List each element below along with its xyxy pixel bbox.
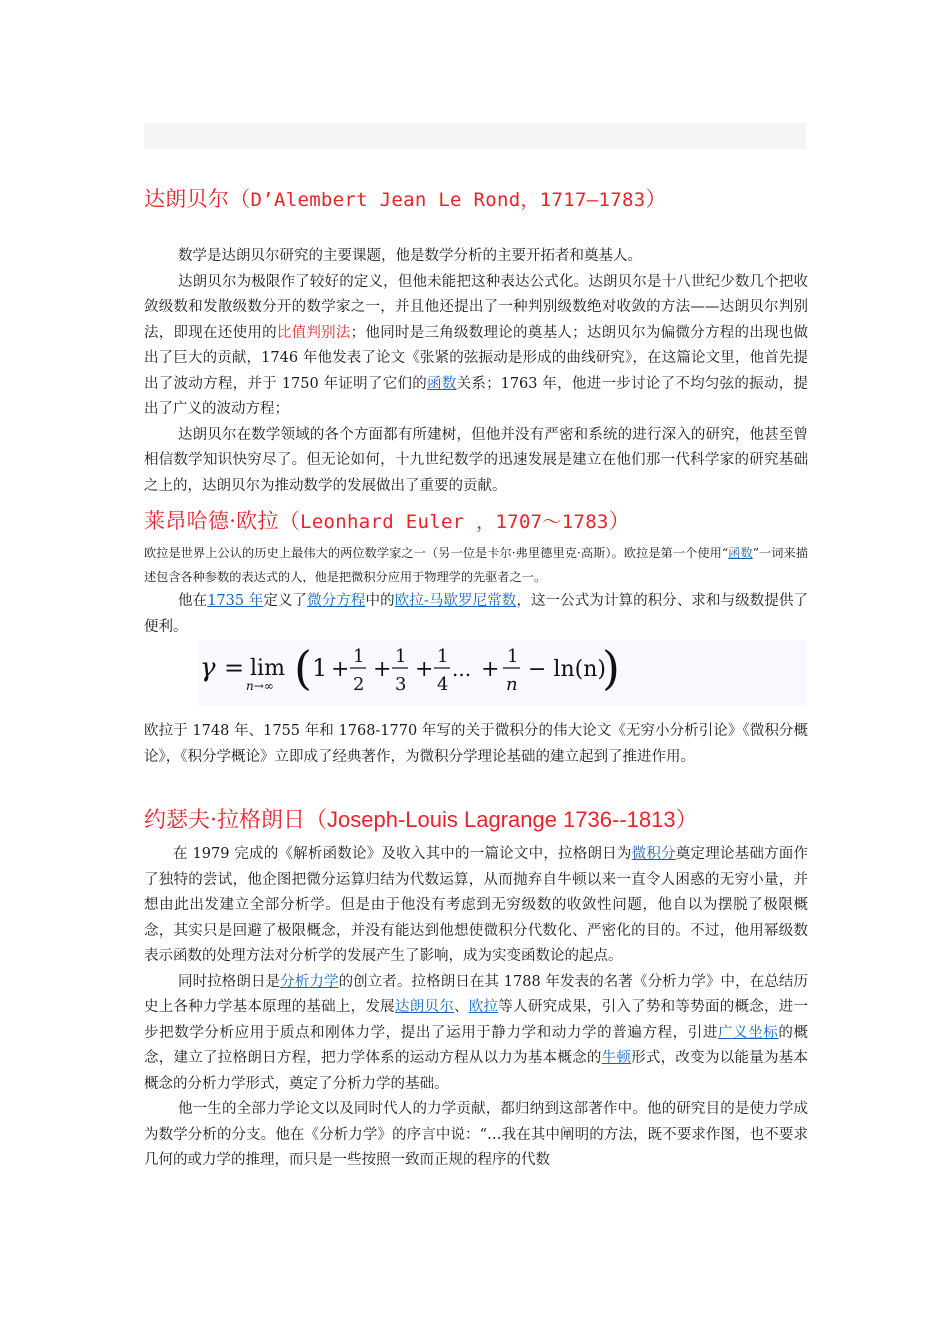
heading-euler — [144, 505, 808, 535]
formula-denominator-2: 2 — [353, 674, 365, 695]
formula-one: 1 — [312, 654, 328, 682]
formula-denominator-n: n — [506, 674, 518, 695]
text-segment: 中的 — [365, 593, 395, 609]
text-segment: 等人研究成果，引入了势和等势面的概念，进一步把数学分析应用于质点和刚体力学，提出了运用于静力学和动力学的普遍方程，引进 — [144, 999, 809, 1041]
lagrange-paragraph-1 — [144, 842, 808, 970]
lagrange-paragraph-3: 他一生的全部力学论文以及同时代人的力学贡献，都归纳到这部著作中。他的研究目的是使力学成为数学分析的分支。他在《分析力学》的序言中说：“…我在其中阐明的方法，既不要求作图，也不要求几何的或力学的推理，而只是一些按照一致而正规的程序的代数 — [144, 1101, 808, 1168]
heading-lagrange-end: ） — [675, 808, 698, 833]
link-function[interactable]: 函数 — [728, 546, 753, 560]
text-segment: ，这一公式为计算的积分、求和与级数提供了便利。 — [144, 593, 809, 635]
heading-dalembert-latin: D’Alembert Jean Le Rond，1717—1783 — [250, 189, 646, 211]
dalembert-paragraph-1: 数学是达朗贝尔研究的主要课题，他是数学分析的主要开拓者和奠基人。 — [178, 248, 642, 264]
lagrange-body — [144, 842, 808, 1174]
formula-plus: + — [373, 657, 392, 682]
lagrange-paragraph-2 — [144, 970, 808, 1098]
formula-left-paren: ( — [294, 641, 312, 695]
link-newton[interactable]: 牛顿 — [601, 1050, 632, 1066]
euler-mascheroni-formula — [198, 640, 806, 706]
heading-lagrange-cn: 约瑟夫·拉格朗日（ — [144, 808, 327, 833]
euler-body — [144, 541, 808, 640]
formula-plus: + — [481, 657, 500, 682]
heading-lagrange-latin: Joseph-Louis Lagrange 1736--1813 — [327, 807, 676, 832]
link-function[interactable]: 函数 — [427, 375, 457, 392]
heading-euler-end: ） — [608, 509, 630, 533]
top-banner-bar — [144, 123, 806, 149]
link-1735[interactable]: 1735 年 — [207, 593, 264, 609]
text-segment: 、 — [454, 999, 469, 1015]
heading-dalembert-cn: 达朗贝尔（ — [144, 187, 251, 211]
link-euler-mascheroni-constant[interactable]: 欧拉-马歇罗尼常数 — [394, 593, 517, 609]
text-segment: ”一词来描述包含各种参数的表达式的人，他是把微积分应用于物理学的先驱者之一。 — [144, 546, 808, 584]
formula-equals: = — [224, 654, 245, 682]
heading-euler-cn: 莱昂哈德·欧拉（ — [144, 509, 301, 533]
text-segment: 同时拉格朗日是 — [178, 973, 281, 990]
ratio-test-term: 比值判别法 — [276, 324, 351, 341]
section-euler — [144, 505, 808, 535]
section-lagrange — [144, 803, 808, 834]
text-segment: 定义了 — [263, 593, 308, 609]
formula-ln-term: − ln(n) — [528, 657, 606, 682]
formula-denominator-3: 3 — [395, 674, 407, 695]
dalembert-body — [144, 244, 808, 499]
link-analytical-mechanics[interactable]: 分析力学 — [280, 973, 339, 990]
euler-paragraph-2 — [144, 589, 808, 640]
section-dalembert — [144, 183, 808, 213]
formula-dots: ... — [452, 657, 472, 681]
formula-plus: + — [415, 657, 434, 682]
link-dalembert[interactable]: 达朗贝尔 — [394, 999, 454, 1015]
euler-body-2 — [144, 719, 808, 770]
dalembert-paragraph-2 — [144, 270, 808, 423]
formula-num: 1 — [395, 646, 407, 667]
link-generalized-coordinates[interactable]: 广义坐标 — [717, 1024, 779, 1041]
text-segment: 形式，改变为以能量为基本概念的分析力学形式，奠定了分析力学的基础。 — [144, 1050, 809, 1092]
formula-right-paren: ) — [602, 641, 620, 695]
text-segment: 奠定理论基础方面作了独特的尝试，他企图把微分运算归结为代数运算，从而抛弃自牛顿以来一直令人困惑的无穷小量，并想由此出发建立全部分析学。但是由于他没有考虑到无穷级数的收敛性问题，他自以为摆脱了极限概念，其实只是回避了极限概念，并没有能达到他想使微积分代数化、严密化的目的。不过，他用幂级数表示函数的处理方法对分析学的发展产生了影响，成为实变函数论的起点。 — [144, 846, 809, 964]
heading-dalembert — [144, 183, 808, 213]
euler-paragraph-1 — [144, 541, 808, 589]
formula-plus: + — [331, 657, 350, 682]
formula-lim-subscript: n→∞ — [246, 679, 274, 693]
formula-num: 1 — [507, 646, 519, 667]
dalembert-paragraph-3: 达朗贝尔在数学领域的各个方面都有所建树，但他并没有严密和系统的进行深入的研究，他甚至曾相信数学知识快穷尽了。但无论如何，十九世纪数学的迅速发展是建立在他们那一代科学家的研究基础之上的，达朗贝尔为推动数学的发展做出了重要的贡献。 — [144, 426, 808, 494]
euler-paragraph-3: 欧拉于 1748 年、1755 年和 1768-1770 年写的关于微积分的伟大论文《无穷小分析引论》《微积分概论》，《积分学概论》立即成了经典著作，为微积分学理论基础的建立起到了推进作用。 — [144, 723, 808, 765]
formula-num: 1 — [353, 646, 365, 667]
text-segment: 欧拉是世界上公认的历史上最伟大的两位数学家之一（另一位是卡尔·弗里德里克·高斯）。欧拉是第一个使用“ — [144, 546, 729, 560]
text-segment: 在 1979 完成的《解析函数论》及收入其中的一篇论文中，拉格朗日为 — [173, 846, 632, 862]
text-segment: 关系；1763 年，他进一步讨论了不均匀弦的振动，提出了广义的波动方程； — [144, 375, 809, 417]
formula-gamma: γ — [200, 653, 216, 683]
formula-num: 1 — [437, 646, 449, 667]
link-differential-equation[interactable]: 微分方程 — [307, 593, 366, 609]
text-segment: 他在 — [178, 593, 208, 609]
formula-lim: lim — [250, 656, 285, 681]
heading-dalembert-end: ） — [645, 187, 667, 211]
link-euler[interactable]: 欧拉 — [468, 999, 499, 1015]
text-segment: ；他同时是三角级数理论的奠基人；达朗贝尔为偏微分方程的出现也做出了巨大的贡献，1746 年他发表了论文《张紧的弦振动是形成的曲线研究》，在这篇论文里，他首先提出了波动方程，并于 1750 年证明了它们的 — [144, 324, 809, 392]
heading-euler-latin: Leonhard Euler ，1707～1783 — [300, 511, 609, 533]
formula-denominator-4: 4 — [437, 674, 449, 695]
text-segment: 达朗贝尔为极限作了较好的定义，但他未能把这种表达公式化。达朗贝尔是十八世纪少数几个把收敛级数和发散级数分开的数学家之一，并且他还提出了一种判别级数绝对收敛的方法——达朗贝尔判别法，即现在还使用的 — [144, 273, 808, 341]
text-segment: 的创立者。拉格朗日在其 1788 年发表的名著《分析力学》中，在总结历史上各种力学基本原理的基础上，发展 — [144, 973, 809, 1015]
text-segment: 的概念，建立了拉格朗日方程，把力学体系的运动方程从以力为基本概念的 — [144, 1024, 809, 1066]
link-calculus[interactable]: 微积分 — [631, 846, 676, 862]
heading-lagrange — [144, 803, 808, 834]
